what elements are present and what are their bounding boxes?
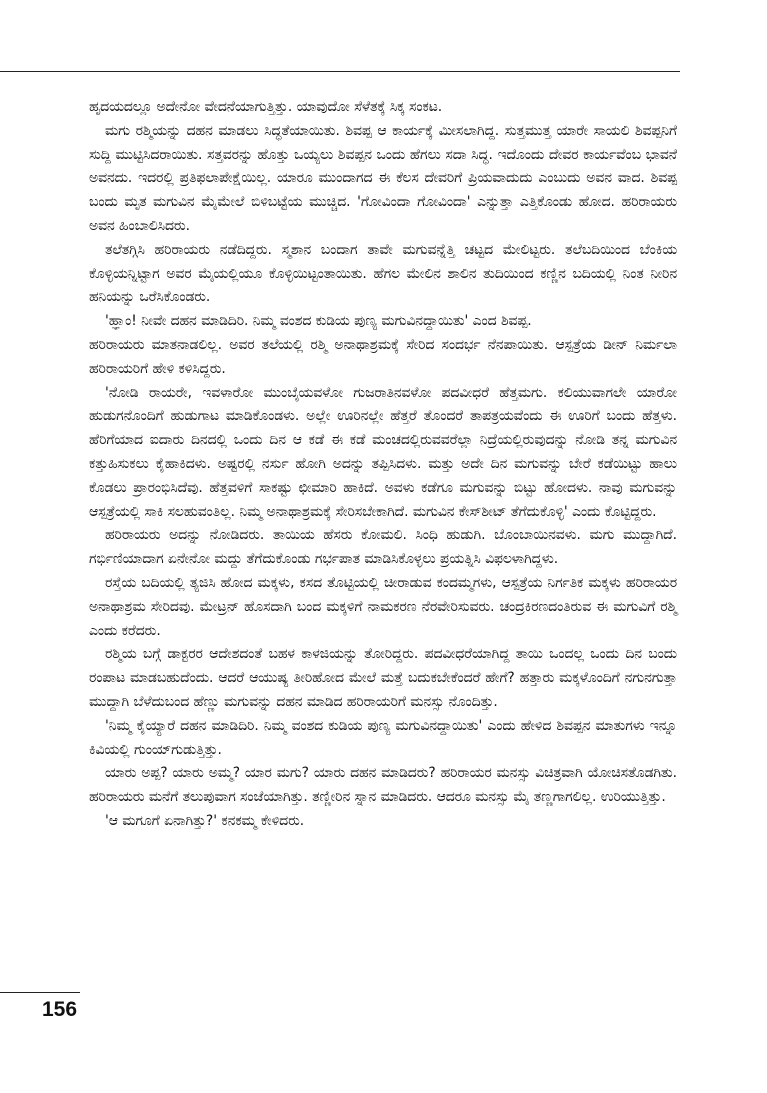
paragraph: 'ಆ ಮಗೂಗೆ ಏನಾಗಿತ್ತು?' ಕನಕಮ್ಮ ಕೇಳಿದರು. xyxy=(105,812,305,829)
paragraph: ರಸ್ತೆಯ ಬದಿಯಲ್ಲಿ ತ್ಯಜಿಸಿ ಹೋದ ಮಕ್ಕಳು, ಕಸದ ತೊಟ್ಟಿಯಲ್ಲಿ ಚೀರಾಡುವ ಕಂದಮ್ಮಗಳು, ಆಸ್ಪತ್ರೆಯ ನಿರ್ಗತಿಕ ಮಕ್ಕಳು ಹರಿರಾಯರ ಅನಾಥಾಶ್ರಮ ಸೇರಿದವು. ಮೇಟ್ರನ್ ಹೊಸದಾಗಿ ಬಂದ ಮಕ್ಕಳಿಗೆ ನಾಮಕರಣ ನೆರವೇರಿಸುವರು. ಚಂದ್ರಕಿರಣದಂತಿರುವ ಈ ಮಗುವಿಗೆ ರಶ್ಮಿ ಎಂದು ಕರೆದರು. xyxy=(89,574,677,639)
paragraph: ಹರಿರಾಯರು ಮಾತನಾಡಲಿಲ್ಲ. ಅವರ ತಲೆಯಲ್ಲಿ ರಶ್ಮಿ ಅನಾಥಾಶ್ರಮಕ್ಕೆ ಸೇರಿದ ಸಂದರ್ಭ ನೆನಪಾಯಿತು. ಆಸ್ಪತ್ರೆಯ ಡೀನ್ ನಿರ್ಮಲಾ ಹರಿರಾಯರಿಗೆ ಹೇಳಿ ಕಳಿಸಿದ್ದರು. xyxy=(89,336,677,377)
paragraph: 'ಹ್ಞಾಂ! ನೀವೇ ದಹನ ಮಾಡಿದಿರಿ. ನಿಮ್ಮ ವಂಶದ ಕುಡಿಯ ಪುಣ್ಯ ಮಗುವಿನದ್ದಾಯಿತು' ಎಂದ ಶಿವಪ್ಪ. xyxy=(105,313,532,330)
page-number: 156 xyxy=(42,998,78,1021)
top-rule xyxy=(0,71,680,72)
paragraph: ಹರಿರಾಯರು ಅದನ್ನು ನೋಡಿದರು. ತಾಯಿಯ ಹೆಸರು ಕೋಮಲಿ. ಸಿಂಧಿ ಹುಡುಗಿ. ಬೊಂಬಾಯಿನವಳು. ಮಗು ಮುದ್ದಾಗಿದೆ. ಗರ್ಭಿಣಿಯಾದಾಗ ಏನೇನೋ ಮದ್ದು ತೆಗೆದುಕೊಂಡು ಗರ್ಭಪಾತ ಮಾಡಿಸಿಕೊಳ್ಳಲು ಪ್ರಯತ್ನಿಸಿ ವಿಫಲಳಾಗಿದ್ದಳು. xyxy=(89,527,677,568)
footer-rule xyxy=(0,992,80,993)
body-text xyxy=(89,96,677,834)
paragraph: ತಲೆತಗ್ಗಿಸಿ ಹರಿರಾಯರು ನಡೆದಿದ್ದರು. ಸ್ಮಶಾನ ಬಂದಾಗ ತಾವೇ ಮಗುವನ್ನೆತ್ತಿ ಚಟ್ಟದ ಮೇಲಿಟ್ಟರು. ತಲೆಬದಿಯಿಂದ ಬೆಂಕಿಯ ಕೊಳ್ಳಿಯನ್ನಿಟ್ಟಾಗ ಅವರ ಮೈಯಲ್ಲಿಯೂ ಕೊಳ್ಳಿಯಿಟ್ಟಂತಾಯಿತು. ಹೆಗಲ ಮೇಲಿನ ಶಾಲಿನ ತುದಿಯಿಂದ ಕಣ್ಣಿನ ಬದಿಯಲ್ಲಿ ನಿಂತ ನೀರಿನ ಹನಿಯನ್ನು ಒರೆಸಿಕೊಂಡರು. xyxy=(89,241,677,306)
paragraph: 'ನೋಡಿ ರಾಯರೇ, ಇವಳಾರೋ ಮುಂಬೈಯವಳೋ ಗುಜರಾತಿನವಳೋ ಪದವೀಧರೆ ಹೆತ್ತಮಗು. ಕಲಿಯುವಾಗಲೇ ಯಾರೋ ಹುಡುಗನೊಂದಿಗೆ ಹುಡುಗಾಟ ಮಾಡಿಕೊಂಡಳು. ಅಲ್ಲೇ ಊರಿನಲ್ಲೇ ಹೆತ್ತರೆ ತೊಂದರೆ ತಾಪತ್ರಯವೆಂದು ಈ ಊರಿಗೆ ಬಂದು ಹೆತ್ತಳು. ಹೆರಿಗೆಯಾದ ಐದಾರು ದಿನದಲ್ಲಿ ಒಂದು ದಿನ ಆ ಕಡೆ ಈ ಕಡೆ ಮಂಚದಲ್ಲಿರುವವರೆಲ್ಲಾ ನಿದ್ರೆಯಲ್ಲಿರುವುದನ್ನು ನೋಡಿ ತನ್ನ ಮಗುವಿನ ಕತ್ತುಹಿಸುಕಲು ಕೈಹಾಕಿದಳು. ಅಷ್ಟರಲ್ಲಿ ನರ್ಸು ಹೋಗಿ ಅದನ್ನು ತಪ್ಪಿಸಿದಳು. ಮತ್ತು ಅದೇ ದಿನ ಮಗುವನ್ನು ಬೇರೆ ಕಡೆಯಿಟ್ಟು ಹಾಲು ಕೊಡಲು ಪ್ರಾರಂಭಿಸಿದೆವು. ಹೆತ್ತವಳಿಗೆ ಸಾಕಷ್ಟು ಛೀಮಾರಿ ಹಾಕಿದೆ. ಅವಳು ಕಡೆಗೂ ಮಗುವನ್ನು ಬಿಟ್ಟು ಹೋದಳು. ನಾವು ಮಗುವನ್ನು ಆಸ್ಪತ್ರೆಯಲ್ಲಿ ಸಾಕಿ ಸಲಹುವಂತಿಲ್ಲ. ನಿಮ್ಮ ಅನಾಥಾಶ್ರಮಕ್ಕೆ ಸೇರಿಸಬೇಕಾಗಿದೆ. ಮಗುವಿನ ಕೇಸ್‌ಶೀಟ್ ತೆಗೆದುಕೊಳ್ಳಿ' ಎಂದು ಕೊಟ್ಟಿದ್ದರು. xyxy=(89,384,677,520)
paragraph: ರಶ್ಮಿಯ ಬಗ್ಗೆ ಡಾಕ್ಟರರ ಆದೇಶದಂತೆ ಬಹಳ ಕಾಳಜಿಯನ್ನು ತೋರಿದ್ದರು. ಪದವೀಧರೆಯಾಗಿದ್ದ ತಾಯಿ ಒಂದಲ್ಲ ಒಂದು ದಿನ ಬಂದು ರಂಪಾಟ ಮಾಡಬಹುದೆಂದು. ಆದರೆ ಆಯುಷ್ಯ ತೀರಿಹೋದ ಮೇಲೆ ಮತ್ತೆ ಬದುಕಬೇಕೆಂದರೆ ಹೇಗೆ? ಹತ್ತಾರು ಮಕ್ಕಳೊಂದಿಗೆ ನಗುನಗುತ್ತಾ ಮುದ್ದಾಗಿ ಬೆಳೆದುಬಂದ ಹೆಣ್ಣು ಮಗುವನ್ನು ದಹನ ಮಾಡಿದ ಹರಿರಾಯರಿಗೆ ಮನಸ್ಸು ನೊಂದಿತ್ತು. xyxy=(89,646,677,710)
paragraph: ಹೃದಯದಲ್ಲೂ ಅದೇನೋ ವೇದನೆಯಾಗುತ್ತಿತ್ತು. ಯಾವುದೋ ಸೆಳೆತಕ್ಕೆ ಸಿಕ್ಕ ಸಂಕಟ. xyxy=(89,99,443,115)
paragraph: 'ನಿಮ್ಮ ಕೈಯ್ಯಾರೆ ದಹನ ಮಾಡಿದಿರಿ. ನಿಮ್ಮ ವಂಶದ ಕುಡಿಯ ಪುಣ್ಯ ಮಗುವಿನದ್ದಾಯಿತು' ಎಂದು ಹೇಳಿದ ಶಿವಪ್ಪನ ಮಾತುಗಳು ಇನ್ನೂ ಕಿವಿಯಲ್ಲಿ ಗುಂಯ್‌ಗುಡುತ್ತಿತ್ತು. xyxy=(89,717,677,758)
paragraph: ಮಗು ರಶ್ಮಿಯನ್ನು ದಹನ ಮಾಡಲು ಸಿದ್ಧತೆಯಾಯಿತು. ಶಿವಪ್ಪ ಆ ಕಾರ್ಯಕ್ಕೆ ಮೀಸಲಾಗಿದ್ದ. ಸುತ್ತಮುತ್ತ ಯಾರೇ ಸಾಯಲಿ ಶಿವಪ್ಪನಿಗೆ ಸುದ್ದಿ ಮುಟ್ಟಿಸಿದರಾಯಿತು. ಸತ್ತವರನ್ನು ಹೊತ್ತು ಒಯ್ಯಲು ಶಿವಪ್ಪನ ಒಂದು ಹೆಗಲು ಸದಾ ಸಿದ್ಧ. ಇದೊಂದು ದೇವರ ಕಾರ್ಯವೆಂಬ ಭಾವನೆ ಅವನದು. ಇದರಲ್ಲಿ ಪ್ರತಿಫಲಾಪೇಕ್ಷೆಯಿಲ್ಲ. ಯಾರೂ ಮುಂದಾಗದ ಈ ಕೆಲಸ ದೇವರಿಗೆ ಪ್ರಿಯವಾದುದು ಎಂಬುದು ಅವನ ವಾದ. ಶಿವಪ್ಪ ಬಂದು ಮೃತ ಮಗುವಿನ ಮೈಮೇಲೆ ಬಿಳಿಬಟ್ಟೆಯ ಮುಚ್ಚಿದ. 'ಗೋವಿಂದಾ ಗೋವಿಂದಾ' ಎನ್ನುತ್ತಾ ಎತ್ತಿಕೊಂಡು ಹೋದ. ಹರಿರಾಯರು ಅವನ ಹಿಂಬಾಲಿಸಿದರು. xyxy=(89,122,677,234)
paragraph: ಯಾರು ಅಪ್ಪ? ಯಾರು ಅಮ್ಮ? ಯಾರ ಮಗು? ಯಾರು ದಹನ ಮಾಡಿದರು? ಹರಿರಾಯರ ಮನಸ್ಸು ವಿಚಿತ್ರವಾಗಿ ಯೋಚಿಸತೊಡಗಿತು. ಹರಿರಾಯರು ಮನೆಗೆ ತಲುಪುವಾಗ ಸಂಜೆಯಾಗಿತ್ತು. ತಣ್ಣೀರಿನ ಸ್ನಾನ ಮಾಡಿದರು. ಆದರೂ ಮನಸ್ಸು ಮೈ ತಣ್ಣಗಾಗಲಿಲ್ಲ. ಉರಿಯುತ್ತಿತ್ತು. xyxy=(89,765,677,806)
